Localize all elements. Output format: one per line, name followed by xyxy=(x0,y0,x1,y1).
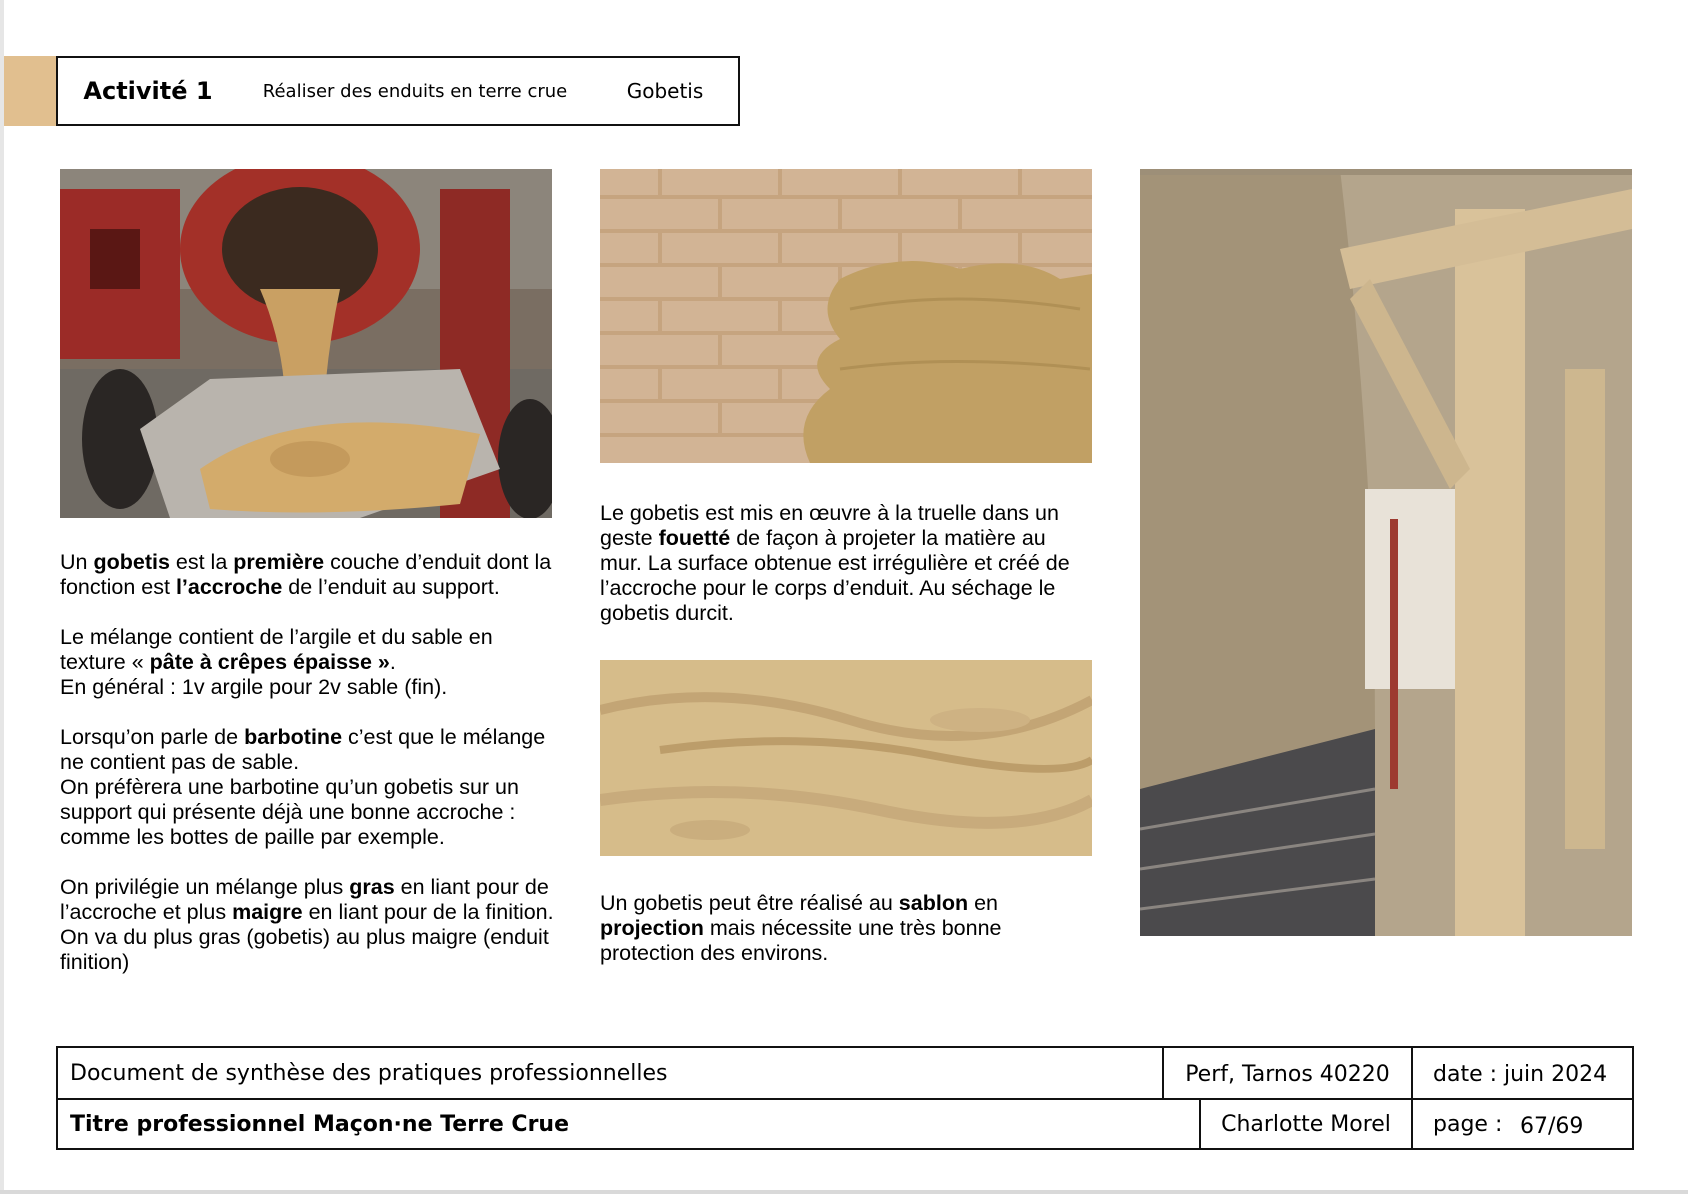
middle-text-projection xyxy=(600,891,1090,991)
photo-mixer-pouring xyxy=(60,169,552,518)
activity-label: Activité 1 xyxy=(56,56,240,126)
footer-diploma: Titre professionnel Maçon·ne Terre Crue xyxy=(70,1111,570,1137)
activity-topic: Gobetis xyxy=(592,56,740,126)
accent-band xyxy=(4,56,60,126)
paragraph-gobetis-definition: Un gobetis est la première couche d’enduit dont la fonction est l’accroche de l’enduit au support. xyxy=(60,550,552,599)
paragraph-mixture: Le mélange contient de l’argile et du sable en texture « pâte à crêpes épaisse ». En général : 1v argile pour 2v sable (fin). xyxy=(60,625,493,699)
footer-table xyxy=(56,1046,1634,1150)
middle-text-application xyxy=(600,501,1090,651)
footer-page-label: page : xyxy=(1433,1111,1503,1137)
photo-wall-timber-frame xyxy=(1140,169,1632,936)
footer-date: date : juin 2024 xyxy=(1433,1061,1608,1087)
page-shadow xyxy=(0,1190,1688,1194)
paragraph-gras-maigre: On privilégie un mélange plus gras en liant pour de l’accroche et plus maigre en liant pour de la finition. On va du plus gras (gobetis) au plus maigre (enduit finition) xyxy=(60,875,554,974)
footer-author: Charlotte Morel xyxy=(1221,1111,1391,1137)
photo-brick-wall-gobetis xyxy=(600,169,1092,463)
footer-place: Perf, Tarnos 40220 xyxy=(1185,1061,1390,1087)
footer-document-title: Document de synthèse des pratiques professionnelles xyxy=(70,1060,668,1086)
photo-gobetis-texture xyxy=(600,660,1092,856)
paragraph-sablon: Un gobetis peut être réalisé au sablon en projection mais nécessite une très bonne protection des environs. xyxy=(600,891,1002,965)
activity-subject: Réaliser des enduits en terre crue xyxy=(238,56,594,126)
paragraph-barbotine: Lorsqu’on parle de barbotine c’est que le mélange ne contient pas de sable. On préfèrera une barbotine qu’un gobetis sur un support qui présente déjà une bonne accroche : comme les bottes de paille par exemple. xyxy=(60,725,546,849)
paragraph-fouette: Le gobetis est mis en œuvre à la truelle dans un geste fouetté de façon à projeter la matière au mur. La surface obtenue est irrégulière et créé de l’accroche pour le corps d’enduit. Au séchage le gobetis durcit. xyxy=(600,501,1070,625)
footer-page-number: 67/69 xyxy=(1520,1113,1584,1139)
left-text-column xyxy=(60,550,560,1000)
